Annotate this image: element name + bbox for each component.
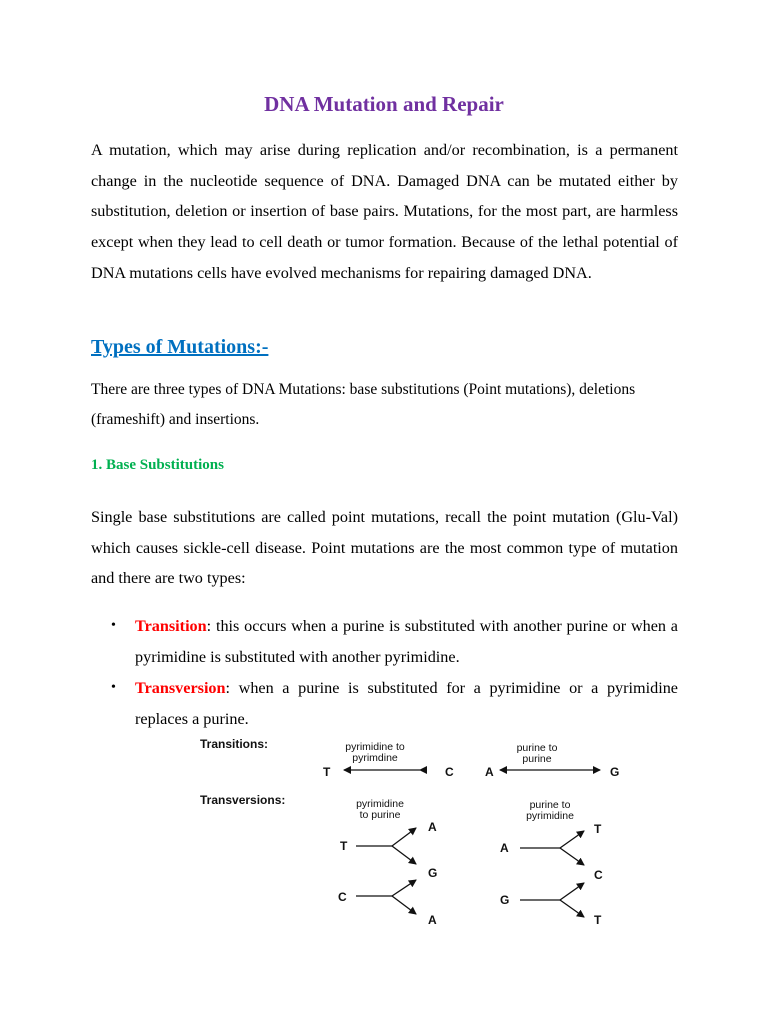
- pyr-to-pur-line2: to purine: [359, 809, 401, 821]
- pur-to-pyr-line2: pyrimidine: [526, 810, 574, 822]
- arrow-icon: [392, 828, 416, 846]
- transversions-label: Transversions:: [200, 793, 286, 807]
- base-a: A: [428, 820, 437, 834]
- types-of-mutations-heading: Types of Mutations:-: [91, 336, 269, 358]
- arrow-icon: [392, 896, 416, 914]
- base-t: T: [323, 765, 331, 779]
- pyr-to-pur-line1: pyrimidine: [356, 798, 404, 810]
- base-t: T: [594, 822, 602, 836]
- arrow-icon: [392, 846, 416, 864]
- pyr-to-pyr-line2: pyrimdine: [352, 752, 398, 764]
- transitions-label: Transitions:: [200, 737, 269, 751]
- transition-term: Transition: [135, 617, 207, 635]
- base-c: C: [594, 868, 603, 882]
- arrow-icon: [560, 831, 584, 848]
- types-paragraph: There are three types of DNA Mutations: base substitutions (Point mutations), deletions (frameshift) and insertions.: [91, 381, 636, 428]
- pur-to-pyr-line1: purine to: [529, 799, 571, 811]
- arrow-icon: [392, 880, 416, 896]
- arrow-icon: [560, 848, 584, 865]
- substitution-diagram: [190, 730, 630, 930]
- base-g: G: [500, 893, 510, 907]
- pur-to-pur-line2: purine: [522, 753, 552, 765]
- base-a: A: [485, 765, 494, 779]
- base-g: G: [428, 866, 438, 880]
- pur-to-pur-line1: purine to: [516, 742, 558, 754]
- list-item-transversion: [91, 673, 678, 734]
- substitution-types-list: [91, 611, 678, 735]
- transversion-description: : when a purine is substituted for a pyrimidine or a pyrimidine replaces a purine.: [135, 679, 678, 728]
- arrow-icon: [560, 900, 584, 917]
- page-title: DNA Mutation and Repair: [264, 92, 504, 116]
- intro-paragraph: A mutation, which may arise during replication and/or recombination, is a permanent change in the nucleotide sequence of DNA. Damaged DNA can be mutated either by substitution, deletion or insertion of base pairs. Mutations, for the most part, are harmless except when they lead to cell death or tumor formation. Because of the lethal potential of DNA mutations cells have evolved mechanisms for repairing damaged DNA.: [91, 141, 678, 282]
- base-t: T: [594, 913, 602, 927]
- transition-description: : this occurs when a purine is substituted with another purine or when a pyrimidine is substituted with another pyrimidine.: [135, 617, 678, 666]
- bullet-icon: •: [111, 618, 116, 633]
- base-a: A: [428, 913, 437, 927]
- base-g: G: [610, 765, 620, 779]
- base-a: A: [500, 841, 509, 855]
- transversion-term: Transversion: [135, 679, 226, 697]
- base-c: C: [338, 890, 347, 904]
- point-mutation-paragraph: Single base substitutions are called point mutations, recall the point mutation (Glu-Val) which causes sickle-cell disease. Point mutations are the most common type of mutation and there are two types:: [91, 508, 678, 587]
- base-c: C: [445, 765, 454, 779]
- bullet-icon: •: [111, 680, 116, 695]
- pyr-to-pyr-line1: pyrimidine to: [345, 741, 405, 753]
- base-t: T: [340, 839, 348, 853]
- arrow-icon: [560, 883, 584, 900]
- list-item-transition: [91, 611, 678, 672]
- base-substitutions-heading: 1. Base Substitutions: [91, 457, 224, 473]
